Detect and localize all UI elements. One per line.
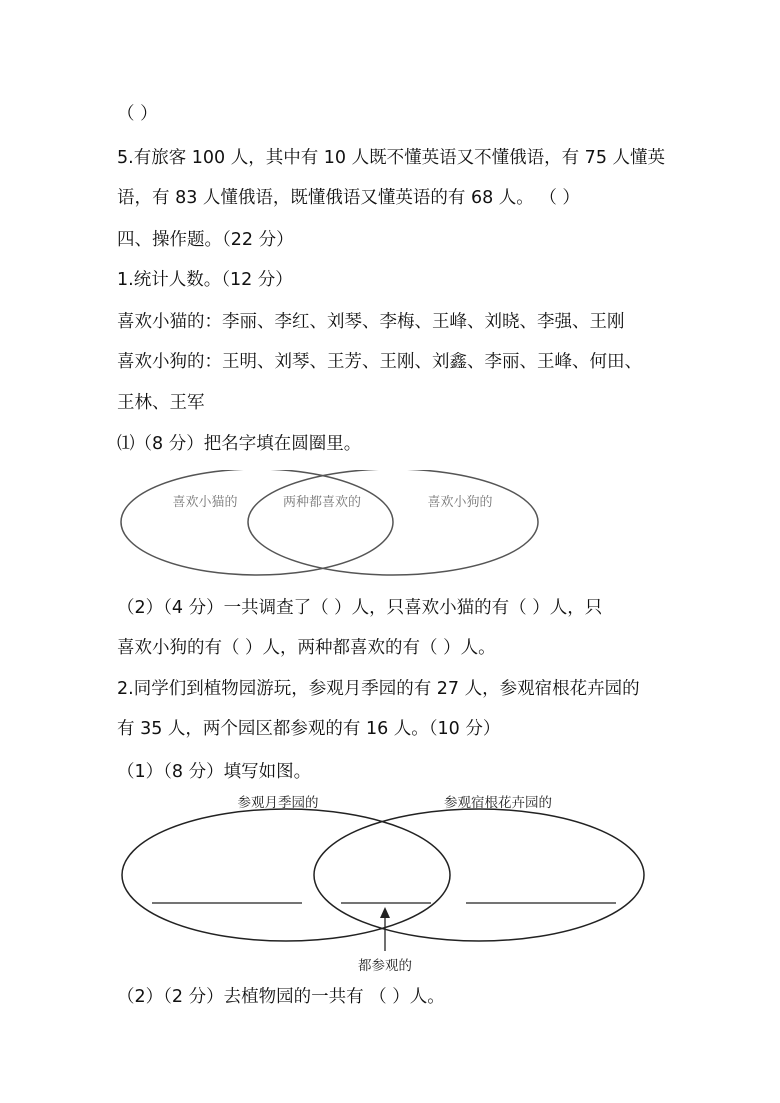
problem-2-part-1: （1）（8 分）填写如图。 — [117, 762, 312, 782]
cat-lovers-list: 喜欢小猫的：李丽、李红、刘琴、李梅、王峰、刘晓、李强、王刚 — [117, 312, 625, 332]
problem-2-part-2: （2）（2 分）去植物园的一共有 （ ）人。 — [117, 987, 445, 1007]
question-4-answer-bracket: （ ） — [117, 104, 158, 124]
both-overlap-label: 两种都喜欢的 — [282, 495, 362, 510]
problem-1-part-1: ⑴（8 分）把名字填在圆圈里。 — [117, 434, 362, 454]
perennial-garden-circle — [314, 809, 644, 941]
cat-circle — [121, 470, 393, 575]
problem-1-part-2-line-1: （2）（4 分）一共调查了（ ）人，只喜欢小猫的有（ ）人，只 — [117, 598, 603, 618]
venn-diagram-pets — [0, 470, 780, 585]
perennial-garden-label: 参观宿根花卉园的 — [444, 795, 552, 811]
section-4-heading: 四、操作题。（22 分） — [117, 230, 294, 250]
arrow-head-icon — [380, 907, 390, 918]
problem-2-line-2: 有 35 人，两个园区都参观的有 16 人。（10 分） — [117, 719, 501, 739]
cat-circle-label: 喜欢小猫的 — [172, 495, 238, 510]
problem-2-line-1: 2.同学们到植物园游玩，参观月季园的有 27 人，参观宿根花卉园的 — [117, 679, 640, 699]
dog-lovers-list-line-2: 王林、王军 — [117, 393, 205, 413]
venn-diagram-gardens — [0, 788, 780, 978]
question-5-line-1: 5.有旅客 100 人，其中有 10 人既不懂英语又不懂俄语，有 75 人懂英 — [117, 148, 666, 168]
problem-1-heading: 1.统计人数。（12 分） — [117, 270, 293, 290]
both-visited-label: 都参观的 — [358, 958, 412, 974]
question-5-line-2: 语，有 83 人懂俄语，既懂俄语又懂英语的有 68 人。 （ ） — [117, 188, 580, 208]
dog-circle-label: 喜欢小狗的 — [427, 495, 493, 510]
rose-garden-circle — [122, 809, 450, 941]
rose-garden-label: 参观月季园的 — [237, 795, 319, 811]
problem-1-part-2-line-2: 喜欢小狗的有（ ）人，两种都喜欢的有（ ）人。 — [117, 638, 496, 658]
dog-lovers-list-line-1: 喜欢小狗的：王明、刘琴、王芳、王刚、刘鑫、李丽、王峰、何田、 — [117, 352, 642, 372]
